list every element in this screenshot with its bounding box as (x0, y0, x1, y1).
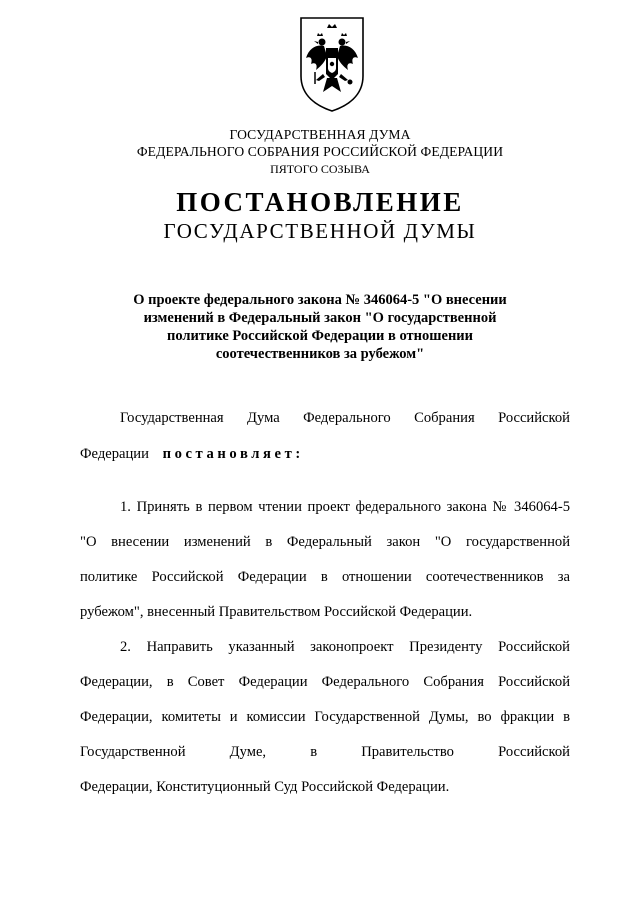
item2-line: 2. Направить указанный законопроект Президенту Российской (120, 639, 570, 655)
item2-line: Федерации, комитеты и комиссии Государственной Думы, во фракции в (80, 709, 570, 725)
item2-line: Федерации, Конституционный Суд Российской Федерации. (80, 779, 450, 795)
item1-line: рубежом", внесенный Правительством Российской Федерации. (80, 604, 473, 620)
state-emblem-icon (297, 14, 367, 114)
subject-line: О проекте федерального закона № 346064-5 "О внесении (133, 292, 507, 308)
header-line-3: ПЯТОГО СОЗЫВА (270, 162, 370, 176)
preamble-line (80, 444, 570, 464)
header-line-1: ГОСУДАРСТВЕННАЯ ДУМА (229, 127, 411, 142)
item1-line: политике Российской Федерации в отношении соотечественников за (80, 569, 570, 585)
subject-line: соотечественников за рубежом" (215, 346, 425, 362)
item2-line: Федерации, в Совет Федерации Федерального Собрания Российской (80, 674, 570, 690)
item2-line: Государственной Думе, в Правительство Российской (80, 744, 570, 760)
item1-line: "О внесении изменений в Федеральный закон "О государственной (80, 534, 570, 550)
document-subtitle: ГОСУДАРСТВЕННОЙ ДУМЫ (163, 219, 477, 243)
item1-line: 1. Принять в первом чтении проект федерального закона № 346064-5 (120, 499, 570, 515)
subject-line: политике Российской Федерации в отношении (166, 328, 474, 344)
preamble-line: Государственная Дума Федерального Собрания Российской (120, 410, 570, 426)
resolution-verb: постановляет: (162, 446, 304, 462)
document-title: ПОСТАНОВЛЕНИЕ (176, 187, 464, 217)
subject-block (100, 291, 540, 363)
header-line-2: ФЕДЕРАЛЬНОГО СОБРАНИЯ РОССИЙСКОЙ ФЕДЕРАЦИИ (136, 144, 504, 159)
subject-line: изменений в Федеральный закон "О государственной (143, 310, 497, 326)
preamble-text: Федерации (80, 446, 149, 462)
